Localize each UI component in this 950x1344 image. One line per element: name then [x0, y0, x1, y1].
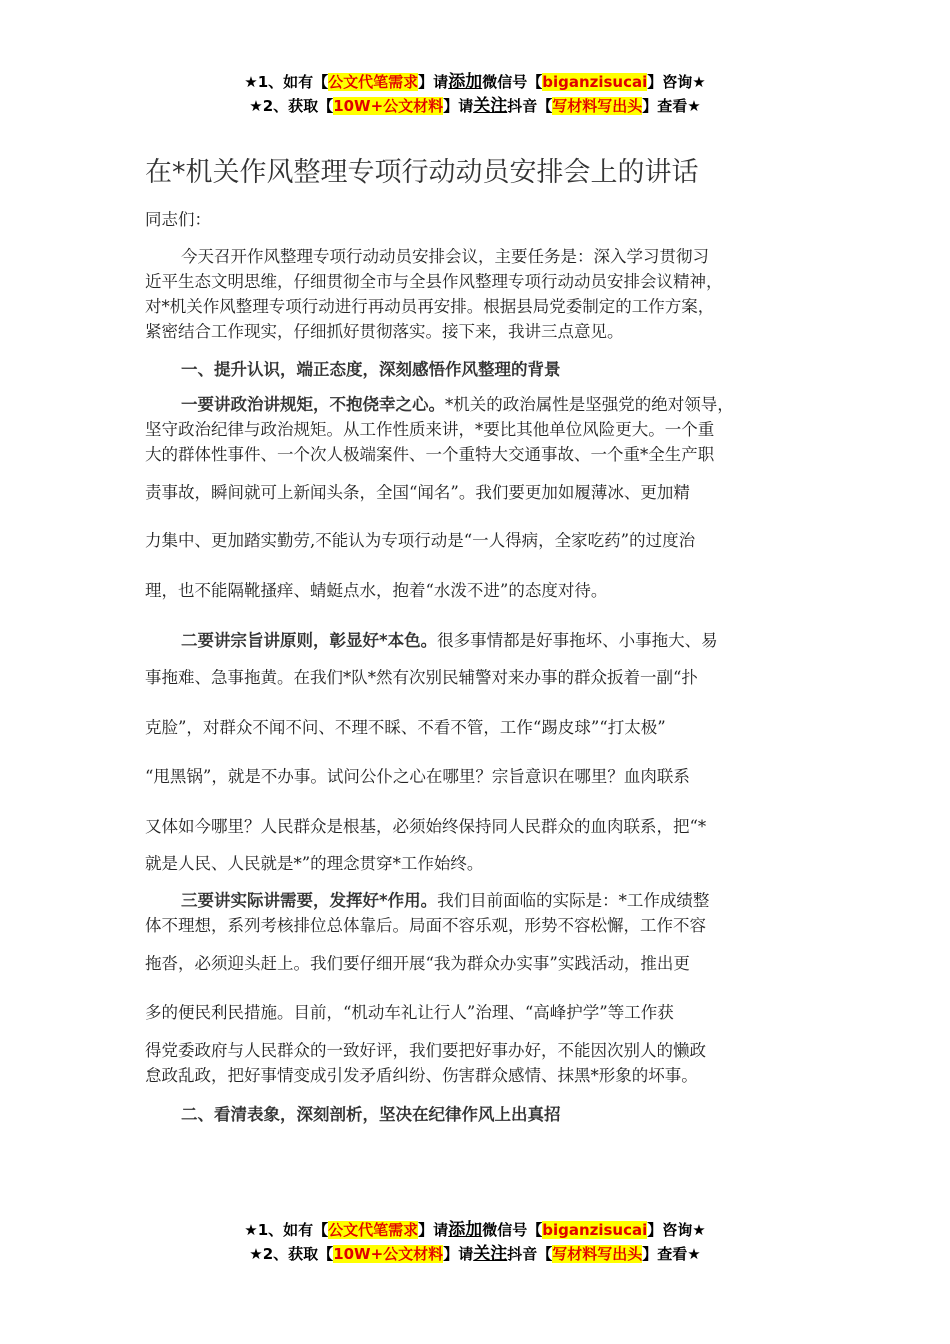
point-1-paragraph: 一要讲政治讲规矩，不抱侥幸之心。*机关的政治属性是坚强党的绝对领导， 坚守政治纪律与政治规矩。从工作性质来讲，*要比其他单位风险更大。一个重 大的群体性事件、一个次人极端案件、一个重特大交通事故、一个重*全生产职 [145, 395, 734, 464]
header-banner [0, 70, 950, 118]
point-2-lead: 二要讲宗旨讲原则，彰显好*本色。 [181, 631, 438, 650]
footer-line-2: ★2、获取【10W+公文材料】请关注抖音【写材料写出头】查看★ [249, 1244, 701, 1264]
highlight-wechat-id: biganzisucai [542, 73, 648, 91]
footer-banner [0, 1218, 950, 1266]
section-heading-2: 二、看清表象，深刻剖析，坚决在纪律作风上出真招 [181, 1105, 561, 1124]
banner-line-1: ★1、如有【公文代笔需求】请添加微信号【biganzisucai】咨询★ [244, 72, 706, 92]
highlight-materials: 10W+公文材料 [333, 97, 444, 115]
point-2-paragraph: 二要讲宗旨讲原则，彰显好*本色。很多事情都是好事拖坏、小事拖大、易 [181, 631, 718, 650]
intro-paragraph: 今天召开作风整理专项行动动员安排会议，主要任务是：深入学习贯彻习 近平生态文明思维，仔细贯彻全市与全县作风整理专项行动动员安排会议精神， 对*机关作风整理专项行动进行再动员再安排。根据县局党委制定的工作方案， 紧密结合工作现实，仔细抓好贯彻落实。接下来，我讲三点意见。 [145, 247, 723, 341]
highlight-service: 公文代笔需求 [328, 73, 419, 91]
point-3-paragraph: 三要讲实际讲需要，发挥好*作用。我们目前面临的实际是：*工作成绩整 体不理想，系列考核排位总体靠后。局面不容乐观，形势不容松懈，工作不容 [145, 891, 710, 935]
point-1-lead: 一要讲政治讲规矩，不抱侥幸之心。 [181, 395, 445, 414]
greeting: 同志们： [145, 210, 211, 229]
document-title: 在*机关作风整理专项行动动员安排会上的讲话 [145, 157, 699, 188]
banner-line-2: ★2、获取【10W+公文材料】请关注抖音【写材料写出头】查看★ [249, 96, 701, 116]
highlight-douyin: 写材料写出头 [552, 97, 643, 115]
footer-line-1: ★1、如有【公文代笔需求】请添加微信号【biganzisucai】咨询★ [244, 1220, 706, 1240]
section-heading-1: 一、提升认识，端正态度，深刻感悟作风整理的背景 [181, 360, 561, 379]
point-3-lead: 三要讲实际讲需要，发挥好*作用。 [181, 891, 438, 910]
